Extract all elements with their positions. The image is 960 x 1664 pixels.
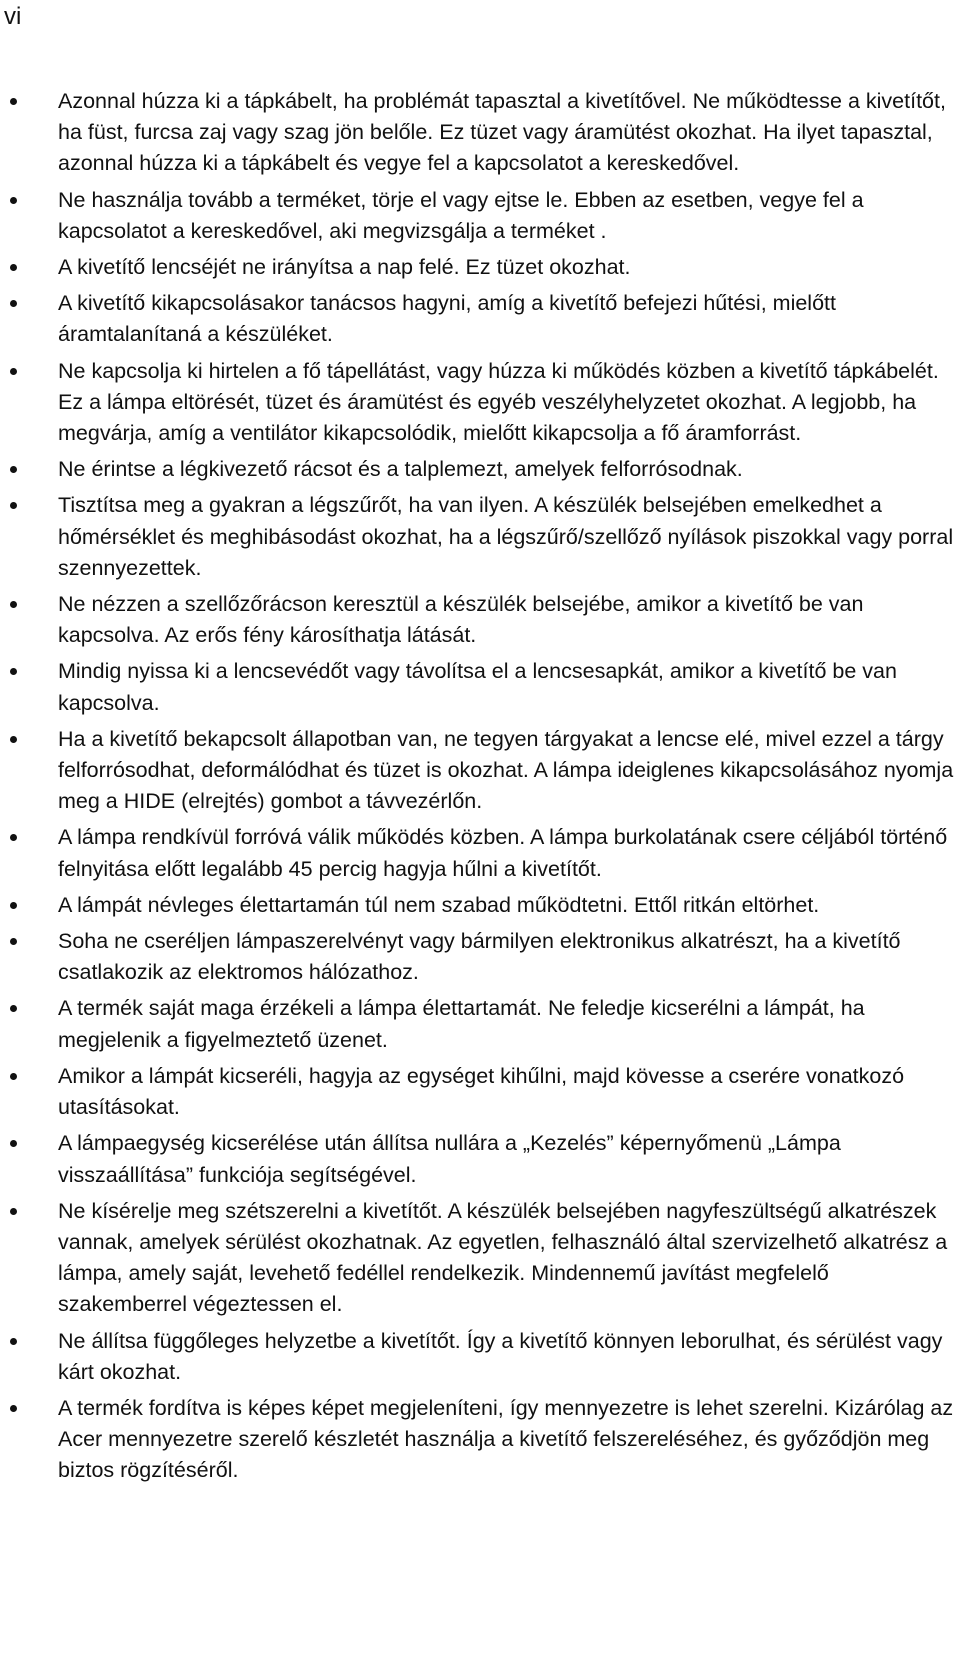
list-item-text: Tisztítsa meg a gyakran a légszűrőt, ha van ilyen. A készülék belsejében emelkedhet a hőmérséklet és meghibásodást okozhat, ha a légszűrő/szellőző nyílások piszokkal vagy porral szennyezettek. xyxy=(58,493,954,580)
list-item xyxy=(8,1061,958,1123)
bullet-icon xyxy=(8,252,58,283)
list-item-text: Ne kísérelje meg szétszerelni a kivetítőt. A készülék belsejében nagyfeszültségű alkatrészek vannak, amelyek sérülést okozhatnak. Az egyetlen, felhasználó által szervizelhető alkatrész a lámpa, amely saját, levehető fedéllel rendelkezik. Mindennemű javítást megfelelő szakemberrel végeztessen el. xyxy=(58,1198,948,1317)
list-item-text: Ne kapcsolja ki hirtelen a fő tápellátást, vagy húzza ki működés közben a kivetítő tápkábelét. Ez a lámpa eltörését, tüzet és áramütést és egyéb veszélyhelyzetet okozhat. A legjobb, ha megvárja, amíg a ventilátor kikapcsolódik, mielőtt kikapcsolja a fő áramforrást. xyxy=(58,358,939,446)
bullet-icon xyxy=(8,185,58,216)
list-item-text: A lámpát névleges élettartamán túl nem szabad működtetni. Ettől ritkán eltörhet. xyxy=(58,892,820,917)
list-item-text: Azonnal húzza ki a tápkábelt, ha problémát tapasztal a kivetítővel. Ne működtesse a kivetítőt, ha füst, furcsa zaj vagy szag jön belőle. Ez tüzet vagy áramütést okozhat. Ha ilyet tapasztal, azonnal húzza ki a tápkábelt és vegye fel a kapcsolatot a kereskedővel. xyxy=(58,89,946,176)
bullet-icon xyxy=(8,356,58,387)
list-item-text: A kivetítő kikapcsolásakor tanácsos hagyni, amíg a kivetítő befejezi hűtési, mielőtt áramtalanítaná a készüléket. xyxy=(58,291,836,347)
list-item xyxy=(8,1196,958,1321)
list-item xyxy=(8,1326,958,1388)
list-item xyxy=(8,86,958,180)
page-number: vi xyxy=(4,3,22,30)
bullet-icon xyxy=(8,724,58,755)
list-item-text: A termék fordítva is képes képet megjeleníteni, így mennyezetre is lehet szerelni. Kizárólag az Acer mennyezetre szerelő készletét használja a kivetítő felszereléséhez, és győződjön meg biztos rögzítéséről. xyxy=(58,1395,954,1483)
list-item-text: Mindig nyissa ki a lencsevédőt vagy távolítsa el a lencsesapkát, amikor a kivetítő be van kapcsolva. xyxy=(58,659,897,715)
bullet-icon xyxy=(8,656,58,687)
bullet-icon xyxy=(8,1326,58,1357)
list-item-text: Ne állítsa függőleges helyzetbe a kivetítőt. Így a kivetítő könnyen leborulhat, és sérülést vagy kárt okozhat. xyxy=(58,1328,943,1384)
bullet-icon xyxy=(8,1061,58,1092)
list-item-text: Soha ne cseréljen lámpaszerelvényt vagy bármilyen elektronikus alkatrészt, ha a kivetítő csatlakozik az elektromos hálózathoz. xyxy=(58,929,901,985)
list-item xyxy=(8,656,958,718)
list-item-text: A lámpaegység kicserélése után állítsa nullára a „Kezelés” képernyőmenü „Lámpa visszaállítása” funkciója segítségével. xyxy=(58,1131,841,1187)
list-item xyxy=(8,1128,958,1190)
list-item-text: A termék saját maga érzékeli a lámpa élettartamát. Ne feledje kicserélni a lámpát, ha megjelenik a figyelmeztető üzenet. xyxy=(58,996,865,1052)
list-item-text: Ne nézzen a szellőzőrácson keresztül a készülék belsejébe, amikor a kivetítő be van kapcsolva. Az erős fény károsíthatja látását. xyxy=(58,592,864,648)
bullet-icon xyxy=(8,993,58,1024)
list-item xyxy=(8,252,958,283)
bullet-icon xyxy=(8,454,58,485)
bullet-icon xyxy=(8,1196,58,1227)
list-item-text: Ne használja tovább a terméket, törje el vagy ejtse le. Ebben az esetben, vegye fel a kapcsolatot a kereskedővel, aki megvizsgálja a terméket . xyxy=(58,187,864,243)
bullet-icon xyxy=(8,1393,58,1424)
list-item-text: Ne érintse a légkivezető rácsot és a talplemezt, amelyek felforrósodnak. xyxy=(58,457,743,482)
bullet-icon xyxy=(8,926,58,957)
list-item xyxy=(8,589,958,651)
list-item-text: A kivetítő lencséjét ne irányítsa a nap felé. Ez tüzet okozhat. xyxy=(58,255,631,280)
list-item-text: Ha a kivetítő bekapcsolt állapotban van, ne tegyen tárgyakat a lencse elé, mivel ezzel a tárgy felforrósodhat, deformálódhat és tüzet is okozhat. A lámpa ideiglenes kikapcsolásához nyomja meg a HIDE (elrejtés) gombot a távvezérlőn. xyxy=(58,726,954,814)
list-item xyxy=(8,993,958,1055)
safety-instructions-list xyxy=(8,86,958,1492)
bullet-icon xyxy=(8,86,58,117)
list-item xyxy=(8,454,958,485)
list-item-text: A lámpa rendkívül forróvá válik működés közben. A lámpa burkolatának csere céljából történő felnyitása előtt legalább 45 percig hagyja hűlni a kivetítőt. xyxy=(58,825,948,881)
list-item xyxy=(8,356,958,450)
bullet-icon xyxy=(8,589,58,620)
list-item xyxy=(8,185,958,247)
bullet-icon xyxy=(8,890,58,921)
list-item xyxy=(8,724,958,818)
bullet-icon xyxy=(8,822,58,853)
bullet-icon xyxy=(8,1128,58,1159)
list-item xyxy=(8,288,958,350)
bullet-icon xyxy=(8,288,58,319)
list-item xyxy=(8,1393,958,1487)
list-item xyxy=(8,490,958,584)
list-item xyxy=(8,926,958,988)
bullet-icon xyxy=(8,490,58,521)
list-item-text: Amikor a lámpát kicseréli, hagyja az egységet kihűlni, majd kövesse a cserére vonatkozó utasításokat. xyxy=(58,1063,905,1120)
list-item xyxy=(8,890,958,921)
list-item xyxy=(8,822,958,884)
